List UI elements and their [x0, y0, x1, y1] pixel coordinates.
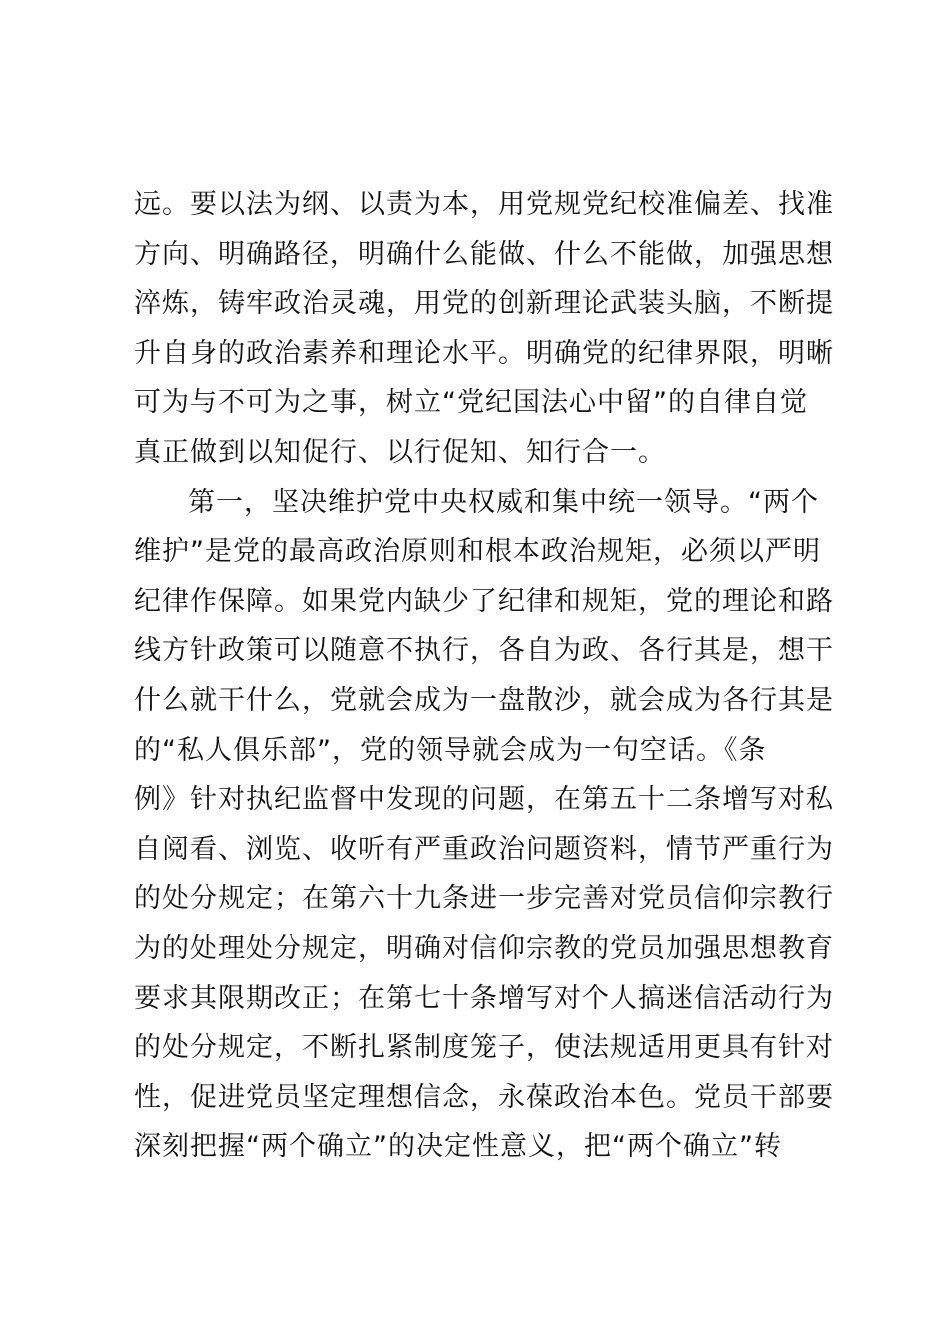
text-line: 方向、明确路径，明确什么能做、什么不能做，加强思想 [134, 238, 834, 270]
text-line: 例》针对执纪监督中发现的问题，在第五十二条增写对私 [134, 784, 834, 816]
text-line: 线方针政策可以随意不执行，各自为政、各行其是，想干 [134, 635, 834, 667]
text-line: 的处分规定；在第六十九条进一步完善对党员信仰宗教行 [134, 883, 834, 915]
text-line: 可为与不可为之事，树立“党纪国法心中留”的自律自觉 [134, 387, 808, 419]
text-line: 深刻把握“两个确立”的决定性意义，把“两个确立”转 [134, 1131, 782, 1163]
text-line: 性，促进党员坚定理想信念，永葆政治本色。党员干部要 [134, 1081, 834, 1113]
text-line: 的“私人俱乐部”，党的领导就会成为一句空话。《条 [134, 734, 767, 766]
paragraph-first-line: 第一，坚决维护党中央权威和集中统一领导。“两个 [188, 486, 819, 518]
text-line: 维护”是党的最高政治原则和根本政治规矩，必须以严明 [134, 536, 821, 568]
text-line: 要求其限期改正；在第七十条增写对个人搞迷信活动行为 [134, 982, 834, 1014]
text-line: 什么就干什么，党就会成为一盘散沙，就会成为各行其是 [134, 684, 834, 716]
text-line: 真正做到以知促行、以行促知、知行合一。 [134, 436, 666, 468]
text-line: 纪律作保障。如果党内缺少了纪律和规矩，党的理论和路 [134, 585, 834, 617]
text-line: 为的处理处分规定，明确对信仰宗教的党员加强思想教育 [134, 932, 834, 964]
text-line: 的处分规定，不断扎紧制度笼子，使法规适用更具有针对 [134, 1032, 834, 1064]
text-line: 升自身的政治素养和理论水平。明确党的纪律界限，明晰 [134, 337, 834, 369]
text-line: 远。要以法为纲、以责为本，用党规党纪校准偏差、找准 [134, 189, 834, 220]
text-line: 自阅看、浏览、收听有严重政治问题资料，情节严重行为 [134, 833, 834, 865]
text-line: 淬炼，铸牢政治灵魂，用党的创新理论武装头脑，不断提 [134, 288, 834, 320]
body-text [134, 180, 834, 1172]
